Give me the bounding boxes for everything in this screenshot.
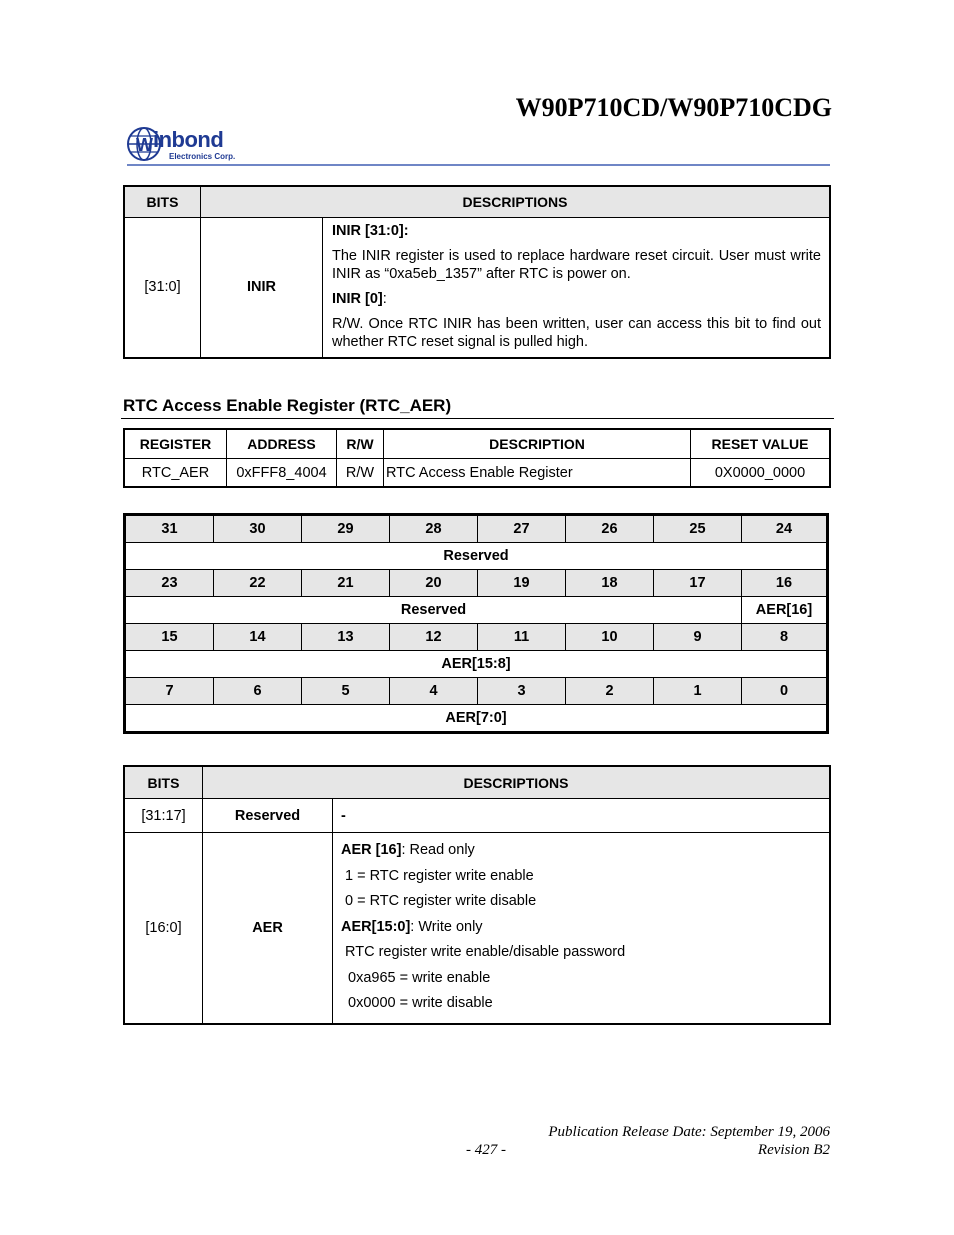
bit-31: 31 <box>125 515 214 543</box>
field-name-cell: INIR <box>201 217 323 358</box>
section-title: RTC Access Enable Register (RTC_AER) <box>123 396 452 415</box>
bit-28: 28 <box>390 515 478 543</box>
header-description: DESCRIPTION <box>384 429 691 459</box>
section-divider <box>121 418 834 419</box>
bit-26: 26 <box>566 515 654 543</box>
aer16-disable-line: 0 = RTC register write disable <box>345 893 537 909</box>
register-description: RTC Access Enable Register <box>384 459 691 488</box>
inir-title: INIR [31:0]: <box>332 222 409 239</box>
bit-0: 0 <box>742 678 828 705</box>
bit-23: 23 <box>125 570 214 597</box>
inir0-colon: : <box>382 290 387 307</box>
inir0-text: R/W. Once RTC INIR has been written, user can access this bit to find out whether RTC reset signal is pulled high. <box>332 315 821 350</box>
aer16-enable-line: 1 = RTC register write enable <box>345 867 534 884</box>
bit-29: 29 <box>302 515 390 543</box>
bit-18: 18 <box>566 570 654 597</box>
col-bits: BITS <box>124 186 201 217</box>
bits-cell: [31:0] <box>124 217 201 358</box>
bit-30: 30 <box>214 515 302 543</box>
inir-text: The INIR register is used to replace hardware reset circuit. User must write INIR as “0xa5eb_1357” after RTC is power on. <box>332 247 821 282</box>
reserved-desc-cell: - <box>333 799 831 833</box>
page-number: - 427 - <box>466 1142 506 1158</box>
aer-password-line: RTC register write enable/disable password <box>345 944 626 960</box>
bit-19: 19 <box>478 570 566 597</box>
reserved-bits-cell: [31:17] <box>124 799 203 833</box>
document-title: W90P710CD/W90P710CDG <box>515 93 832 122</box>
aer-enable-value-line: 0xa965 = write enable <box>348 969 491 986</box>
reserved-name-cell: Reserved <box>203 799 333 833</box>
bit-number-row <box>125 624 828 651</box>
bit-14: 14 <box>214 624 302 651</box>
aer-description-table <box>123 765 831 1025</box>
bit-25: 25 <box>654 515 742 543</box>
bit-3: 3 <box>478 678 566 705</box>
inir-description-table <box>123 185 831 359</box>
bit-24: 24 <box>742 515 828 543</box>
header-register: REGISTER <box>124 429 227 459</box>
bit-15: 15 <box>125 624 214 651</box>
inir0-title: INIR [0] <box>332 290 383 307</box>
bit-number-row <box>125 678 828 705</box>
bit-7: 7 <box>125 678 214 705</box>
bit-12: 12 <box>390 624 478 651</box>
register-name: RTC_AER <box>124 459 227 488</box>
aer15-0-title: AER[15:0] <box>341 918 411 935</box>
bit-4: 4 <box>390 678 478 705</box>
register-reset-value: 0X0000_0000 <box>691 459 831 488</box>
bit-9: 9 <box>654 624 742 651</box>
bit-20: 20 <box>390 570 478 597</box>
bit-5: 5 <box>302 678 390 705</box>
bit-number-row <box>125 570 828 597</box>
col-descriptions: DESCRIPTIONS <box>201 186 831 217</box>
register-rw: R/W <box>337 459 384 488</box>
aer16-title: AER [16] <box>341 842 402 858</box>
field-aer-16: AER[16] <box>742 597 828 624</box>
bit-16: 16 <box>742 570 828 597</box>
bit-6: 6 <box>214 678 302 705</box>
aer16-mode: : Read only <box>401 842 475 858</box>
description-cell <box>323 217 831 358</box>
register-table <box>123 428 831 488</box>
bit-13: 13 <box>302 624 390 651</box>
svg-text:W: W <box>136 135 153 155</box>
company-logo <box>127 125 267 165</box>
logo-wordmark: inbond <box>153 127 224 152</box>
header-divider <box>127 164 830 166</box>
field-aer-15-8: AER[15:8] <box>125 651 828 678</box>
header-address: ADDRESS <box>227 429 337 459</box>
bit-22: 22 <box>214 570 302 597</box>
bit-8: 8 <box>742 624 828 651</box>
logo-subtitle: Electronics Corp. <box>169 152 236 161</box>
bit-2: 2 <box>566 678 654 705</box>
register-address: 0xFFF8_4004 <box>227 459 337 488</box>
revision: Revision B2 <box>757 1142 830 1158</box>
header-reset-value: RESET VALUE <box>691 429 831 459</box>
field-reserved-31-24: Reserved <box>125 543 828 570</box>
col-bits: BITS <box>124 766 203 799</box>
bit-21: 21 <box>302 570 390 597</box>
bit-17: 17 <box>654 570 742 597</box>
bit-11: 11 <box>478 624 566 651</box>
field-reserved-23-17: Reserved <box>125 597 742 624</box>
aer-desc-cell <box>333 833 831 1024</box>
aer-name-cell: AER <box>203 833 333 1024</box>
bit-map-table <box>123 513 829 734</box>
aer-bits-cell: [16:0] <box>124 833 203 1024</box>
header-rw: R/W <box>337 429 384 459</box>
col-descriptions: DESCRIPTIONS <box>203 766 831 799</box>
aer-disable-value-line: 0x0000 = write disable <box>348 995 493 1011</box>
bit-10: 10 <box>566 624 654 651</box>
field-aer-7-0: AER[7:0] <box>125 705 828 733</box>
bit-27: 27 <box>478 515 566 543</box>
aer15-0-mode: : Write only <box>410 918 483 935</box>
bit-1: 1 <box>654 678 742 705</box>
bit-number-row <box>125 515 828 543</box>
publication-date: Publication Release Date: September 19, 2006 <box>548 1124 830 1140</box>
